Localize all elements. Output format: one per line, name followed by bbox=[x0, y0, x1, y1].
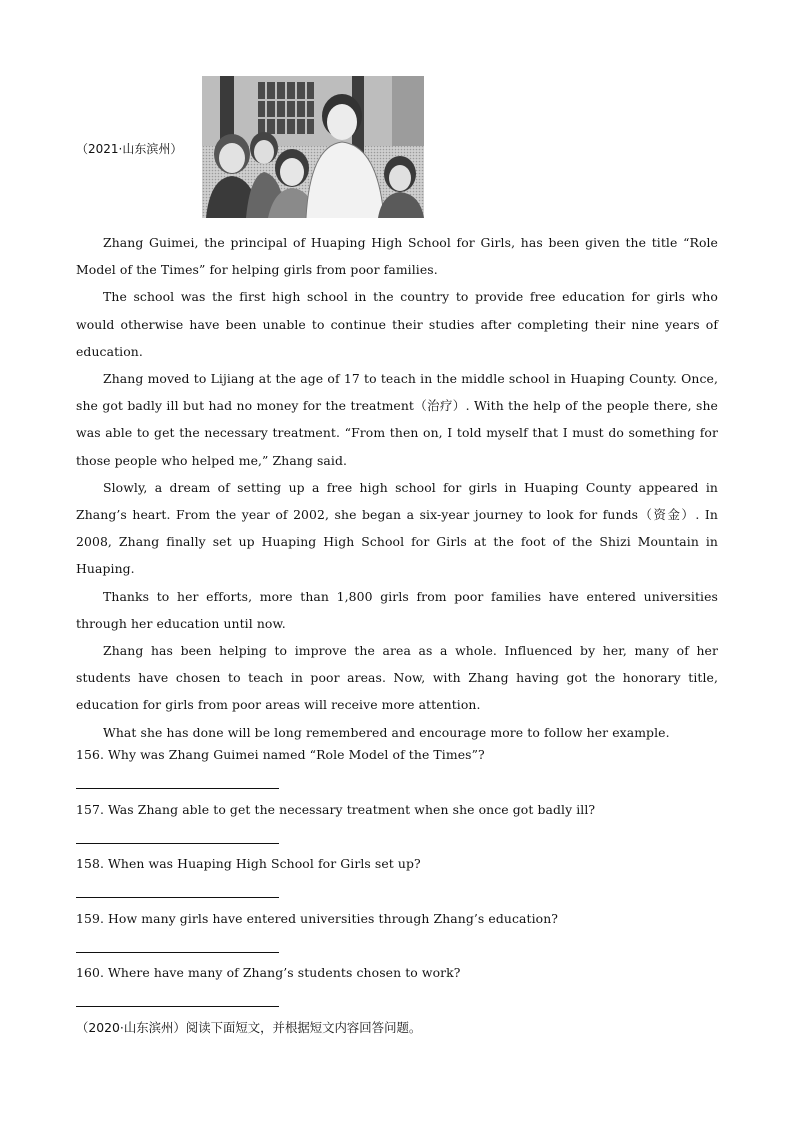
question-text: 157. Was Zhang able to get the necessary treatment when she once got badly ill? bbox=[76, 801, 596, 817]
answer-blank[interactable] bbox=[76, 843, 279, 844]
question-list bbox=[76, 745, 718, 1018]
source-label: （2021·山东滨州） bbox=[76, 142, 183, 156]
document-page bbox=[76, 0, 718, 1123]
article-photo bbox=[202, 76, 424, 218]
paragraph: The school was the first high school in the country to provide free education for girls who would otherwise have been unable to continue their studies after completing their nine years of education. bbox=[76, 289, 718, 359]
question-text: 159. How many girls have entered universities through Zhang’s education? bbox=[76, 910, 559, 926]
question-text: 156. Why was Zhang Guimei named “Role Model of the Times”? bbox=[76, 747, 485, 762]
question-item bbox=[76, 745, 718, 800]
paragraph: Slowly, a dream of setting up a free high school for girls in Huaping County appeared in Zhang’s heart. From the year of 2002, she began a six-year journey to look for funds（资金）. In 2008, Zhang finally set up Huaping High School for Girls at the foot of the Shizi Mountain in Huaping. bbox=[76, 479, 718, 577]
paragraph: Zhang moved to Lijiang at the age of 17 to teach in the middle school in Huaping County. Once, she got badly ill but had no money for the treatment（治疗）. With the help of the people there, she was able to get the necessary treatment. “From then on, I told myself that I must do something for those people who helped me,” Zhang said. bbox=[76, 371, 718, 468]
reading-passage bbox=[76, 229, 718, 746]
paragraph: Zhang has been helping to improve the area as a whole. Influenced by her, many of her students have chosen to teach in poor areas. Now, with Zhang having got the honorary title, education for girls from poor areas will receive more attention. bbox=[76, 643, 718, 713]
paragraph: What she has done will be long remembered and encourage more to follow her example. bbox=[103, 724, 670, 740]
next-section-instruction: （2020·山东滨州）阅读下面短文，并根据短文内容回答问题。 bbox=[76, 1020, 422, 1035]
question-text: 160. Where have many of Zhang’s students chosen to work? bbox=[76, 965, 461, 980]
answer-blank[interactable] bbox=[76, 788, 279, 789]
paragraph: Thanks to her efforts, more than 1,800 girls from poor families have entered universities through her education until now. bbox=[76, 588, 718, 631]
paragraph: Zhang Guimei, the principal of Huaping High School for Girls, has been given the title “Role Model of the Times” for helping girls from poor families. bbox=[76, 235, 718, 278]
question-item bbox=[76, 854, 718, 909]
answer-blank[interactable] bbox=[76, 1006, 279, 1007]
question-item bbox=[76, 909, 718, 964]
question-item bbox=[76, 963, 718, 1018]
answer-blank[interactable] bbox=[76, 952, 279, 953]
question-item bbox=[76, 800, 718, 855]
question-text: 158. When was Huaping High School for Girls set up? bbox=[76, 856, 421, 871]
answer-blank[interactable] bbox=[76, 897, 279, 898]
